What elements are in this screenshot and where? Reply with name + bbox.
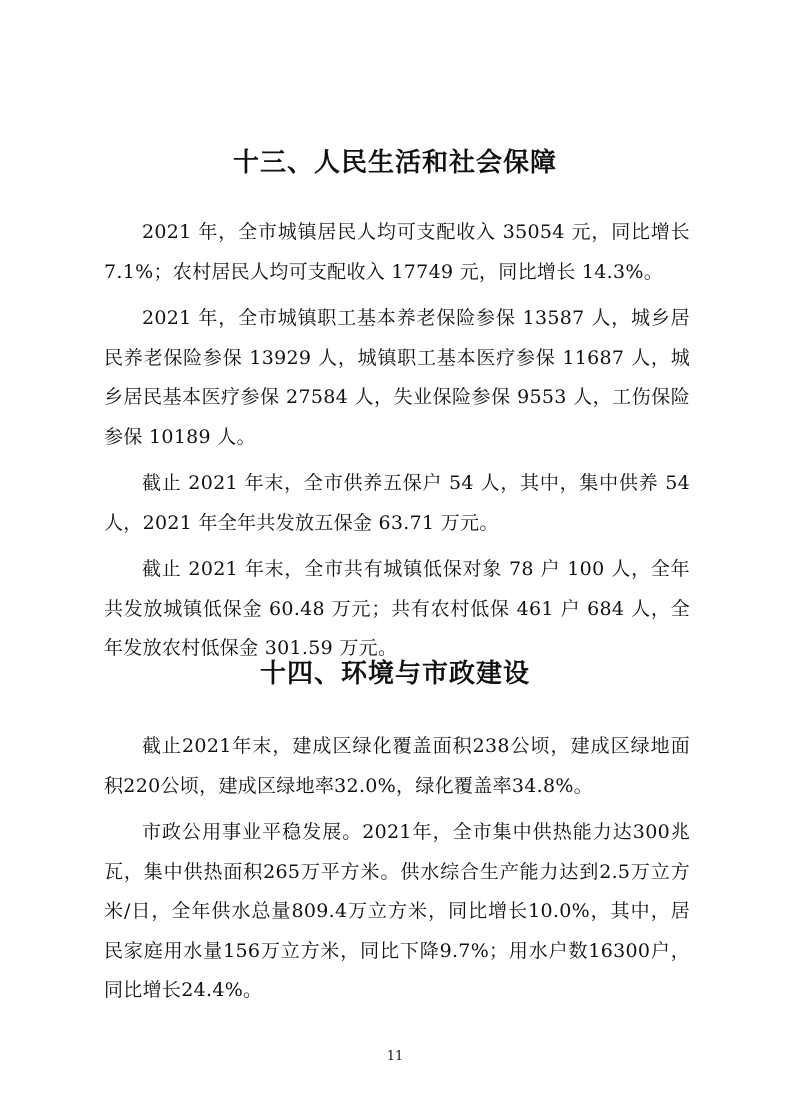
section-heading-14: 十四、环境与市政建设 xyxy=(259,659,530,689)
section-body-13 xyxy=(104,213,690,676)
section-body-14 xyxy=(104,727,690,1018)
paragraph-minimum-living: 截止 2021 年末，全市共有城镇低保对象 78 户 100 人，全年共发放城镇低保金 60.48 万元；共有农村低保 461 户 684 人，全年发放农村低保金 301.59 万元。 xyxy=(104,558,690,659)
paragraph-five-guarantee: 截止 2021 年末，全市供养五保户 54 人，其中，集中供养 54 人，2021 年全年共发放五保金 63.71 万元。 xyxy=(104,472,690,534)
paragraph-insurance: 2021 年，全市城镇职工基本养老保险参保 13587 人，城乡居民养老保险参保 13929 人，城镇职工基本医疗参保 11687 人，城乡居民基本医疗参保 27584 人，失业保险参保 9553 人，工伤保险参保 10189 人。 xyxy=(104,307,690,448)
paragraph-income: 2021 年，全市城镇居民人均可支配收入 35054 元，同比增长 7.1%；农村居民人均可支配收入 17749 元，同比增长 14.3%。 xyxy=(104,221,690,283)
paragraph-municipal-utilities: 市政公用事业平稳发展。2021年，全市集中供热能力达300兆瓦，集中供热面积265万平方米。供水综合生产能力达到2.5万立方米/日，全年供水总量809.4万立方米，同比增长10.0%，其中，居民家庭用水量156万立方米，同比下降9.7%；用水户数16300户，同比增长24.4%。 xyxy=(104,821,690,1001)
page-number: 11 xyxy=(386,1049,404,1064)
section-heading-13: 十三、人民生活和社会保障 xyxy=(232,148,557,178)
paragraph-greening: 截止2021年末，建成区绿化覆盖面积238公顷，建成区绿地面积220公顷，建成区绿地率32.0%，绿化覆盖率34.8%。 xyxy=(104,735,690,797)
